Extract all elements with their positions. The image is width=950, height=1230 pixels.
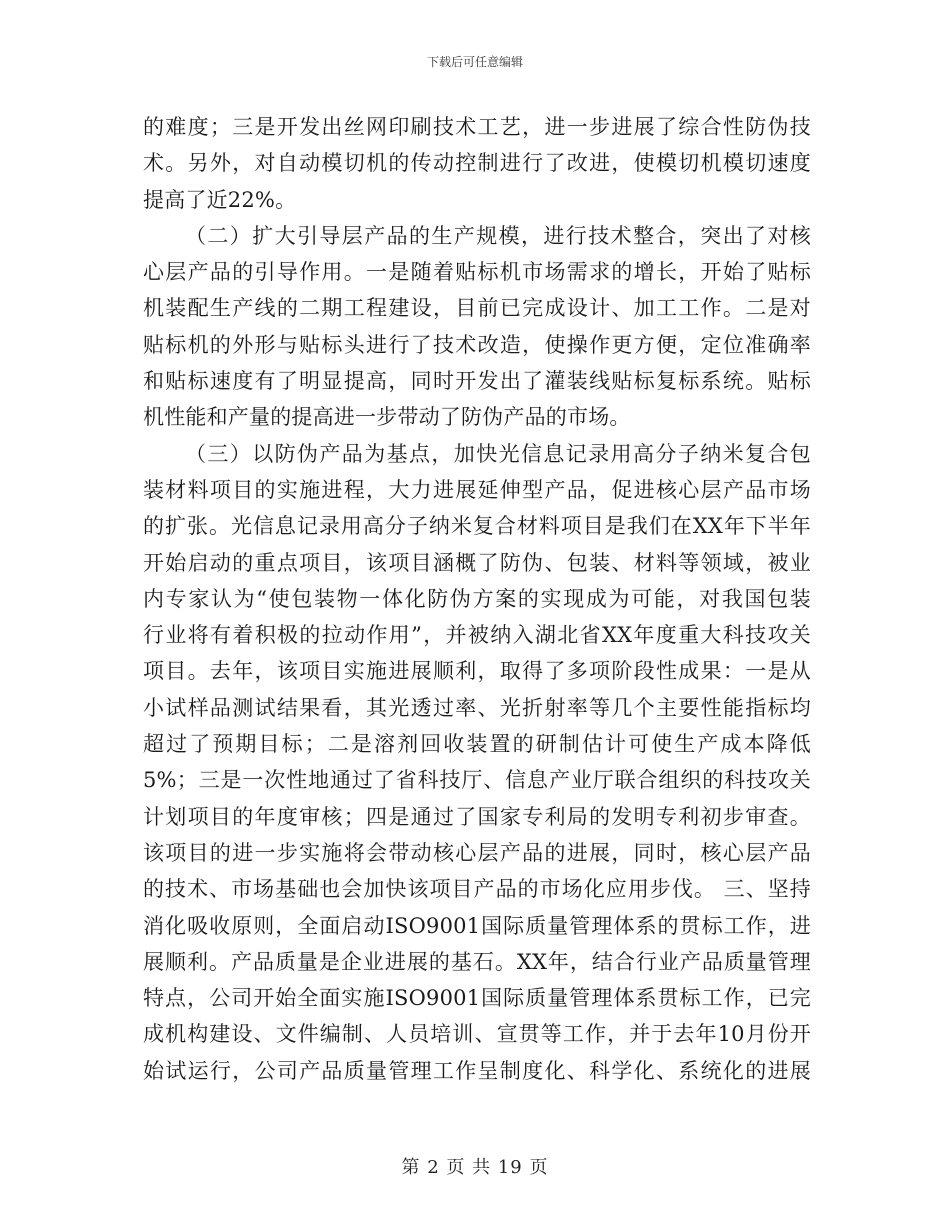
text-line: 贴标机的外形与贴标头进行了技术改造，使操作更方便，定位准确率 bbox=[143, 332, 811, 357]
text-line: 该项目的进一步实施将会带动核心层产品的进展，同时，核心层产品 bbox=[143, 840, 811, 865]
text-line: 小试样品测试结果看，其光透过率、光折射率等几个主要性能指标均 bbox=[143, 695, 811, 720]
text-line: （二）扩大引导层产品的生产规模，进行技术整合，突出了对核 bbox=[185, 223, 811, 248]
text-line: 成机构建设、文件编制、人员培训、宣贯等工作，并于去年10月份开 bbox=[143, 1022, 811, 1047]
document-body bbox=[143, 109, 811, 1089]
text-line: 心层产品的引导作用。一是随着贴标机市场需求的增长，开始了贴标 bbox=[143, 260, 811, 285]
text-line: 展顺利。产品质量是企业进展的基石。XX年，结合行业产品质量管理 bbox=[143, 949, 811, 974]
text-line: 和贴标速度有了明显提高，同时开发出了灌装线贴标复标系统。贴标 bbox=[143, 369, 811, 394]
text-line: 机性能和产量的提高进一步带动了防伪产品的市场。 bbox=[143, 405, 631, 430]
text-line: （三）以防伪产品为基点，加快光信息记录用高分子纳米复合包 bbox=[185, 441, 811, 466]
text-line: 开始启动的重点项目，该项目涵概了防伪、包装、材料等领域，被业 bbox=[143, 550, 811, 575]
text-line: 提高了近22%。 bbox=[143, 187, 297, 212]
text-line: 机装配生产线的二期工程建设，目前已完成设计、加工工作。二是对 bbox=[143, 296, 811, 321]
text-line: 的难度；三是开发出丝网印刷技术工艺，进一步进展了综合性防伪技 bbox=[143, 115, 811, 139]
text-line: 装材料项目的实施进程，大力进展延伸型产品，促进核心层产品市场 bbox=[143, 477, 811, 502]
text-line: 术。另外，对自动模切机的传动控制进行了改进，使模切机模切速度 bbox=[143, 151, 811, 176]
text-line: 特点，公司开始全面实施ISO9001国际质量管理体系贯标工作，已完 bbox=[143, 986, 811, 1011]
text-line: 始试运行，公司产品质量管理工作呈制度化、科学化、系统化的进展 bbox=[143, 1058, 811, 1083]
text-line: 计划项目的年度审核；四是通过了国家专利局的发明专利初步审查。 bbox=[143, 804, 811, 829]
text-line: 内专家认为“使包装物一体化防伪方案的实现成为可能，对我国包装 bbox=[143, 586, 811, 611]
text-line: 消化吸收原则，全面启动ISO9001国际质量管理体系的贯标工作，进 bbox=[143, 913, 811, 938]
text-line: 的技术、市场基础也会加快该项目产品的市场化应用步伐。 三、坚持 bbox=[143, 877, 811, 902]
page-number: 第 2 页 共 19 页 bbox=[401, 1157, 549, 1178]
text-line: 的扩张。光信息记录用高分子纳米复合材料项目是我们在XX年下半年 bbox=[143, 514, 811, 539]
page-header: 下载后可任意编辑 bbox=[426, 55, 523, 69]
text-line: 行业将有着积极的拉动作用”，并被纳入湖北省XX年度重大科技攻关 bbox=[143, 623, 811, 648]
text-line: 5%；三是一次性地通过了省科技厅、信息产业厅联合组织的科技攻关 bbox=[143, 768, 811, 793]
text-line: 超过了预期目标；二是溶剂回收装置的研制估计可使生产成本降低 bbox=[143, 732, 811, 757]
text-line: 项目。去年，该项目实施进展顺利，取得了多项阶段性成果：一是从 bbox=[143, 659, 811, 684]
